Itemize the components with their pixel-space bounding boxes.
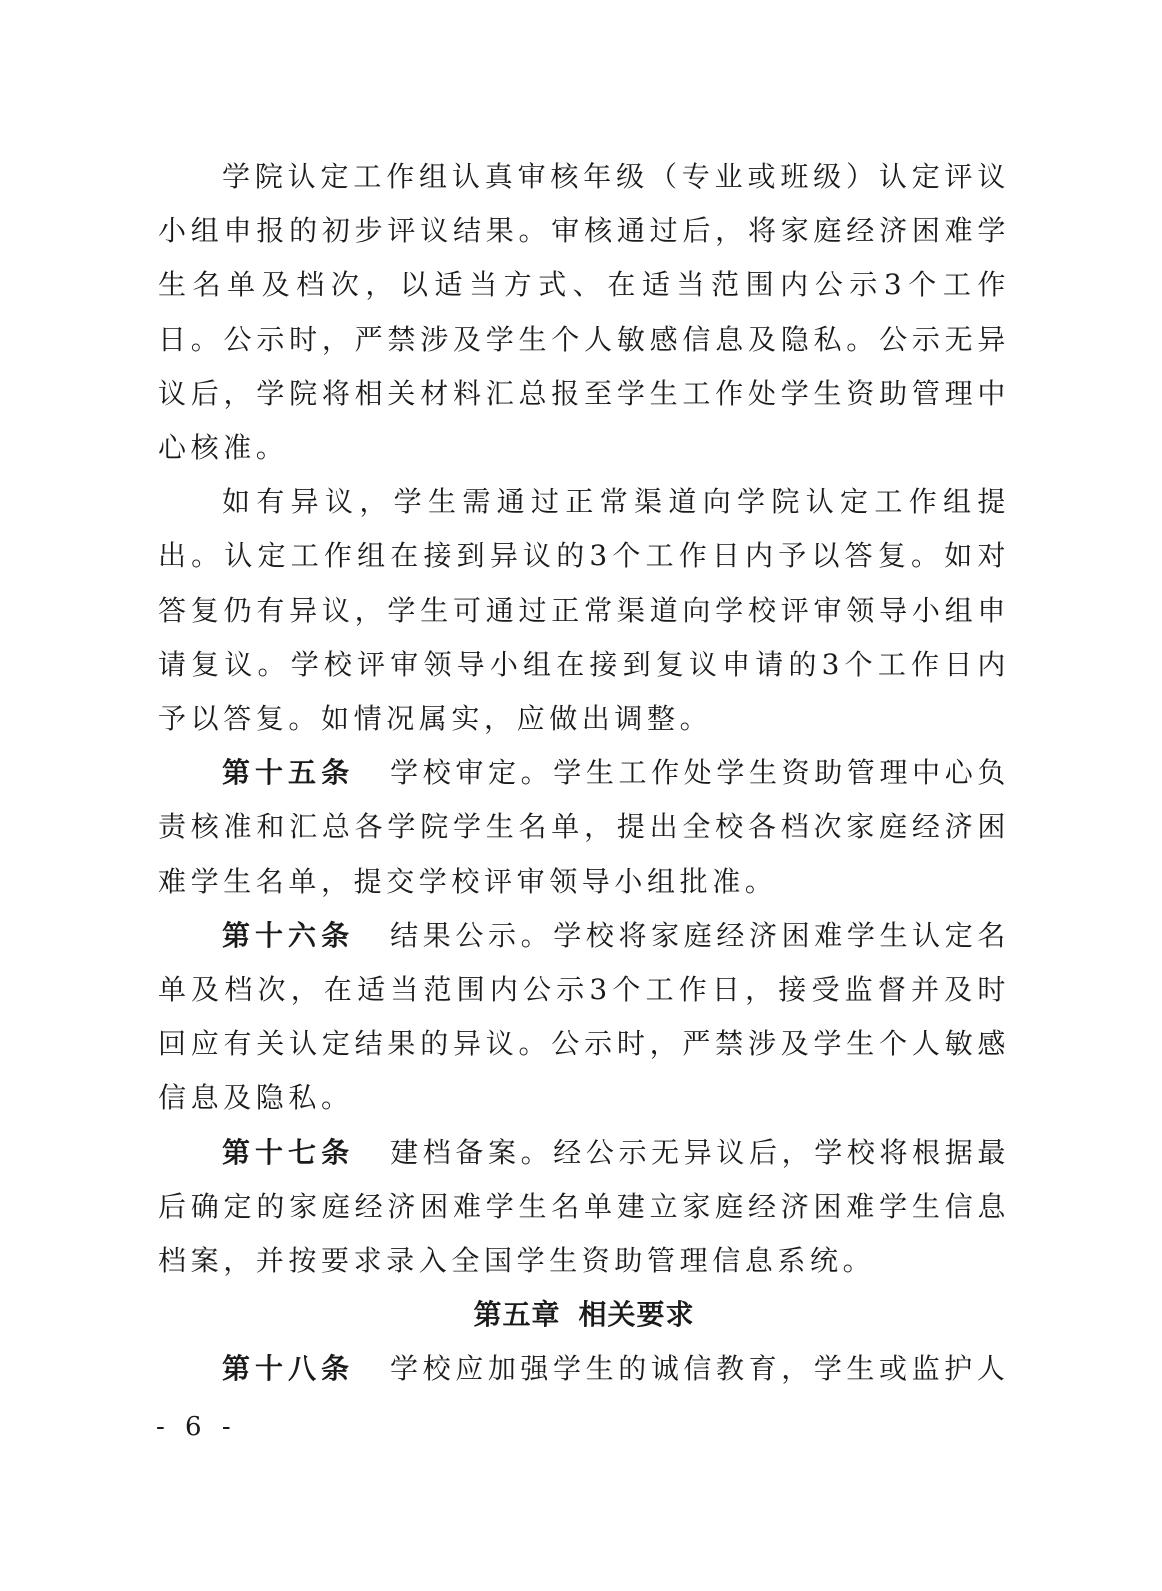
page-number: - 6 - xyxy=(156,1412,237,1442)
paragraph-review xyxy=(158,150,1010,475)
article-18 xyxy=(158,1342,1010,1396)
article-17-number: 第十七条 xyxy=(222,1135,355,1169)
paragraph-objection xyxy=(158,475,1010,746)
chapter-number: 第五章 xyxy=(473,1298,561,1332)
chapter-heading xyxy=(158,1288,1010,1342)
article-16 xyxy=(158,909,1010,1126)
article-15 xyxy=(158,746,1010,909)
article-18-number: 第十八条 xyxy=(222,1352,355,1386)
document-body xyxy=(158,150,1010,1397)
article-16-number: 第十六条 xyxy=(222,918,355,952)
chapter-title: 相关要求 xyxy=(578,1298,695,1332)
article-17-text: 建档备案。经公示无异议后，学校将根据最后确定的家庭经济困难学生名单建立家庭经济困难学生信息档案，并按要求录入全国学生资助管理信息系统。 xyxy=(158,1135,1010,1278)
article-15-number: 第十五条 xyxy=(222,756,355,790)
paragraph-objection-text: 如有异议，学生需通过正常渠道向学院认定工作组提出。认定工作组在接到异议的3个工作日内予以答复。如对答复仍有异议，学生可通过正常渠道向学校评审领导小组申请复议。学校评审领导小组在接到复议申请的3个工作日内予以答复。如情况属实，应做出调整。 xyxy=(158,485,1010,736)
article-18-text: 学校应加强学生的诚信教育，学生或监护人 xyxy=(390,1352,1010,1386)
article-16-text: 结果公示。学校将家庭经济困难学生认定名单及档次，在适当范围内公示3个工作日，接受监督并及时回应有关认定结果的异议。公示时，严禁涉及学生个人敏感信息及隐私。 xyxy=(158,918,1010,1115)
article-15-text: 学校审定。学生工作处学生资助管理中心负责核准和汇总各学院学生名单，提出全校各档次家庭经济困难学生名单，提交学校评审领导小组批准。 xyxy=(158,756,1010,898)
article-17 xyxy=(158,1126,1010,1289)
paragraph-review-text: 学院认定工作组认真审核年级（专业或班级）认定评议小组申报的初步评议结果。审核通过后，将家庭经济困难学生名单及档次，以适当方式、在适当范围内公示3个工作日。公示时，严禁涉及学生个人敏感信息及隐私。公示无异议后，学院将相关材料汇总报至学生工作处学生资助管理中心核准。 xyxy=(158,160,1010,465)
